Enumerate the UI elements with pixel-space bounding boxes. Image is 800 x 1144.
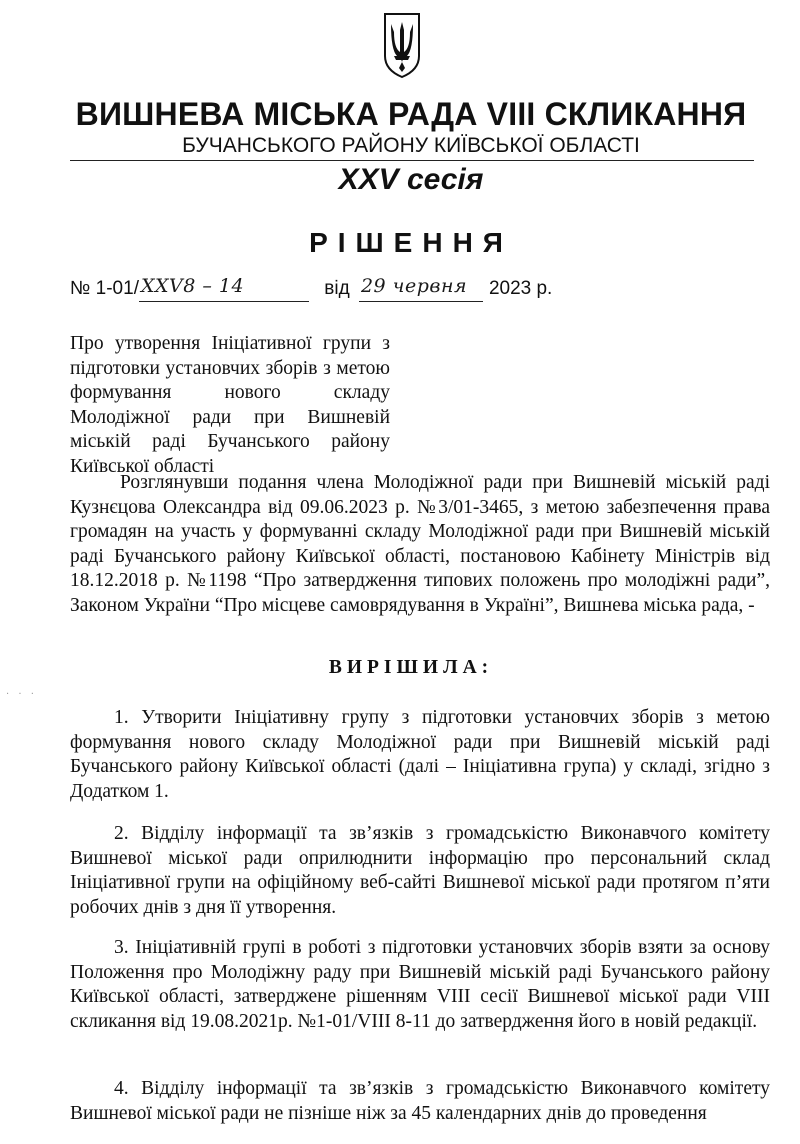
from-label: від — [324, 278, 350, 299]
decision-item-3: 3. Ініціативній групі в роботі з підготовки установчих зборів взяти за основу Положення про Молодіжну раду при Вишневій міській раді Бучанського району Київської області, затверджене рішенням VIII сесії Вишневої міської ради VIII скликання від 19.08.2021р. №1-01/VIII 8-11 до затвердження його в новій редакції. — [70, 937, 770, 1032]
council-name: ВИШНЕВА МІСЬКА РАДА VIII СКЛИКАННЯ — [75, 96, 747, 132]
preamble-paragraph: Розглянувши подання члена Молодіжної ради при Вишневій міській раді Кузнєцова Олександра від 09.06.2023 р. №3/01-3465, з метою забезпечення права громадян на участь у формуванні складу Молодіжної ради при Вишневій міській раді Бучанського району Київської області, постановою Кабінету Міністрів від 18.12.2018 р. №1198 “Про затвердження типових положень про молодіжні ради”, Законом України “Про місцеве самоврядування в Україні”, Вишнева міська рада, - — [70, 472, 770, 616]
decision-item-4: 4. Відділу інформації та зв’язків з громадськістю Виконавчого комітету Вишневої міської ради не пізніше ніж за 45 календарних днів до проведення — [70, 1078, 770, 1124]
district-name: БУЧАНСЬКОГО РАЙОНУ КИЇВСЬКОЇ ОБЛАСТІ — [182, 134, 640, 157]
number-prefix: № 1-01/ — [70, 278, 139, 299]
number-blank — [139, 277, 309, 302]
decision-item-1: 1. Утворити Ініціативну групу з підготовки установчих зборів з метою формування нового складу Молодіжної ради при Вишневій міській раді Бучанського району Київської області (далі – Ініціативна група) у складі, згідно з Додатком 1. — [70, 707, 770, 802]
document-title: РІШЕННЯ — [309, 227, 513, 258]
decision-item-2: 2. Відділу інформації та зв’язків з громадськістю Виконавчого комітету Вишневої міської ради оприлюднити інформацію про персональний склад Ініціативної групи на офіційному веб-сайті Вишневої міської ради протягом п’яти робочих днів з дня її утворення. — [70, 823, 770, 918]
decided-heading: ВИРІШИЛА: — [328, 657, 494, 678]
date-blank — [359, 277, 483, 302]
decision-number-line — [70, 276, 552, 306]
handwritten-date: 29 червня — [360, 275, 468, 297]
session-label: XXV сесія — [338, 163, 484, 196]
handwritten-number: XXV8 – 14 — [140, 275, 245, 297]
decision-subject: Про утворення Ініціативної групи з підготовки установчих зборів з метою формування нового складу Молодіжної ради при Вишневій міській раді Бучанського району Київської області — [70, 333, 390, 477]
year-label: 2023 р. — [488, 278, 553, 299]
trident-coat-of-arms-icon — [382, 10, 422, 80]
scan-margin-mark: · · · — [6, 689, 37, 700]
header-divider — [70, 160, 754, 161]
